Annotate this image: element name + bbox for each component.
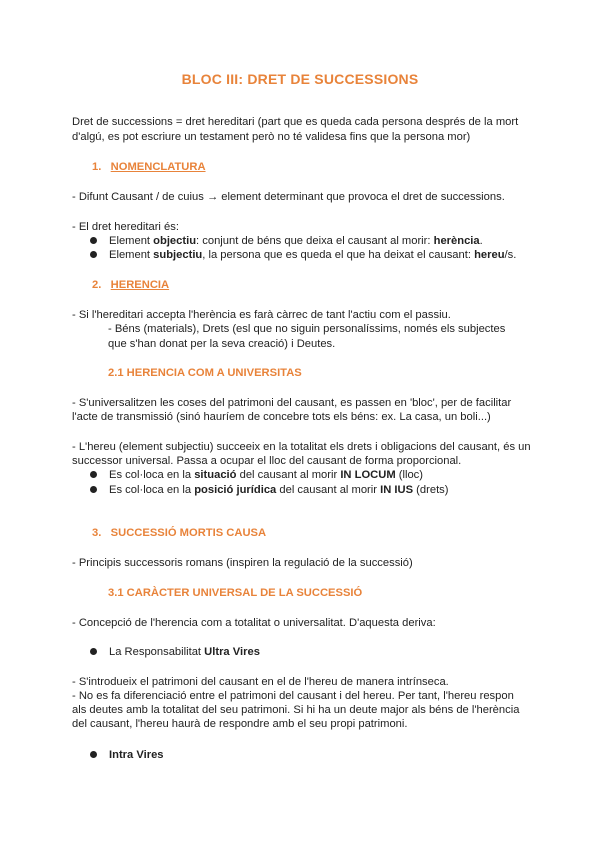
intro-line-2: d'algú, es pot escriure un testament però no té validesa fins que la persona mor): [72, 131, 471, 143]
document-title: BLOC III: DRET DE SUCCESSIONS: [181, 71, 419, 87]
bullet-icon: [90, 751, 97, 758]
bullet-icon: [90, 251, 97, 258]
s2-paragraph-2a: - Béns (materials), Drets (esl que no siguin personalíssims, només els subjectes: [108, 323, 506, 335]
s2-paragraph-2b: que s'han donat per la seva creació) i Deutes.: [108, 338, 336, 350]
section-1-title: NOMENCLATURA: [110, 161, 206, 173]
section-2-heading: [92, 278, 169, 292]
subsection-3-1-title: 3.1 CARÀCTER UNIVERSAL DE LA SUCCESSIÓ: [108, 587, 363, 599]
section-3-title: SUCCESSIÓ MORTIS CAUSA: [110, 527, 267, 539]
s2-bullet-1: Es col·loca en la situació del causant al morir IN LOCUM (lloc): [90, 468, 423, 482]
s1-bullet-2: Element subjectiu, la persona que es queda el que ha deixat el causant: hereu/s.: [90, 248, 516, 262]
section-2-number: 2.: [92, 279, 102, 291]
bullet-icon: [90, 486, 97, 493]
section-1-heading: [92, 160, 206, 174]
bullet-icon: [90, 237, 97, 244]
s3-bullet-2: Intra Vires: [90, 748, 164, 762]
s3-paragraph-1: - Principis successoris romans (inspiren la regulació de la successió): [72, 557, 413, 569]
s1-bullet-1: Element objectiu: conjunt de béns que deixa el causant al morir: herència.: [90, 234, 483, 248]
bullet-icon: [90, 648, 97, 655]
s2-bullet-2: Es col·loca en la posició jurídica del causant al morir IN IUS (drets): [90, 483, 449, 497]
s3-paragraph-4a: - No es fa diferenciació entre el patrimoni del causant i del hereu. Per tant, l'hereu respon: [72, 690, 514, 702]
s2-paragraph-1: - Si l'hereditari accepta l'herència es farà càrrec de tant l'actiu com el passiu.: [72, 309, 451, 321]
s2-paragraph-4a: - L'hereu (element subjectiu) succeeix en la totalitat els drets i obligacions del causant, és un: [72, 441, 531, 453]
intro-line-1: Dret de successions = dret hereditari (part que es queda cada persona després de la mort: [72, 116, 519, 128]
bullet-icon: [90, 471, 97, 478]
section-3-heading: [92, 526, 266, 540]
s2-paragraph-3a: - S'universalitzen les coses del patrimoni del causant, es passen en 'bloc', per de facilitar: [72, 397, 512, 409]
s3-paragraph-4c: del causant, l'hereu haurà de respondre amb el seu propi patrimoni.: [72, 718, 408, 730]
s1-paragraph-2: - El dret hereditari és:: [72, 221, 179, 233]
section-3-number: 3.: [92, 527, 102, 539]
s1-paragraph-1: - Difunt Causant / de cuius → element determinant que provoca el dret de successions.: [72, 191, 505, 203]
section-2-title: HERENCIA: [110, 279, 170, 291]
subsection-2-1-title: 2.1 HERENCIA COM A UNIVERSITAS: [108, 367, 302, 379]
s3-paragraph-3: - S'introdueix el patrimoni del causant en el de l'hereu de manera intrínseca.: [72, 676, 449, 688]
s2-paragraph-3b: l'acte de transmissió (sinó hauríem de concebre tots els béns: ex. La casa, un boli...): [72, 411, 491, 423]
s2-paragraph-4b: successor universal. Passa a ocupar el lloc del causant de forma proporcional.: [72, 455, 462, 467]
s3-bullet-1: La Responsabilitat Ultra Vires: [90, 645, 260, 659]
section-1-number: 1.: [92, 161, 102, 173]
s3-paragraph-4b: als deutes amb la totalitat del seu patrimoni. Si hi ha un deute major als béns de l'herència: [72, 704, 520, 716]
s3-paragraph-2: - Concepció de l'herencia com a totalitat o universalitat. D'aquesta deriva:: [72, 617, 436, 629]
